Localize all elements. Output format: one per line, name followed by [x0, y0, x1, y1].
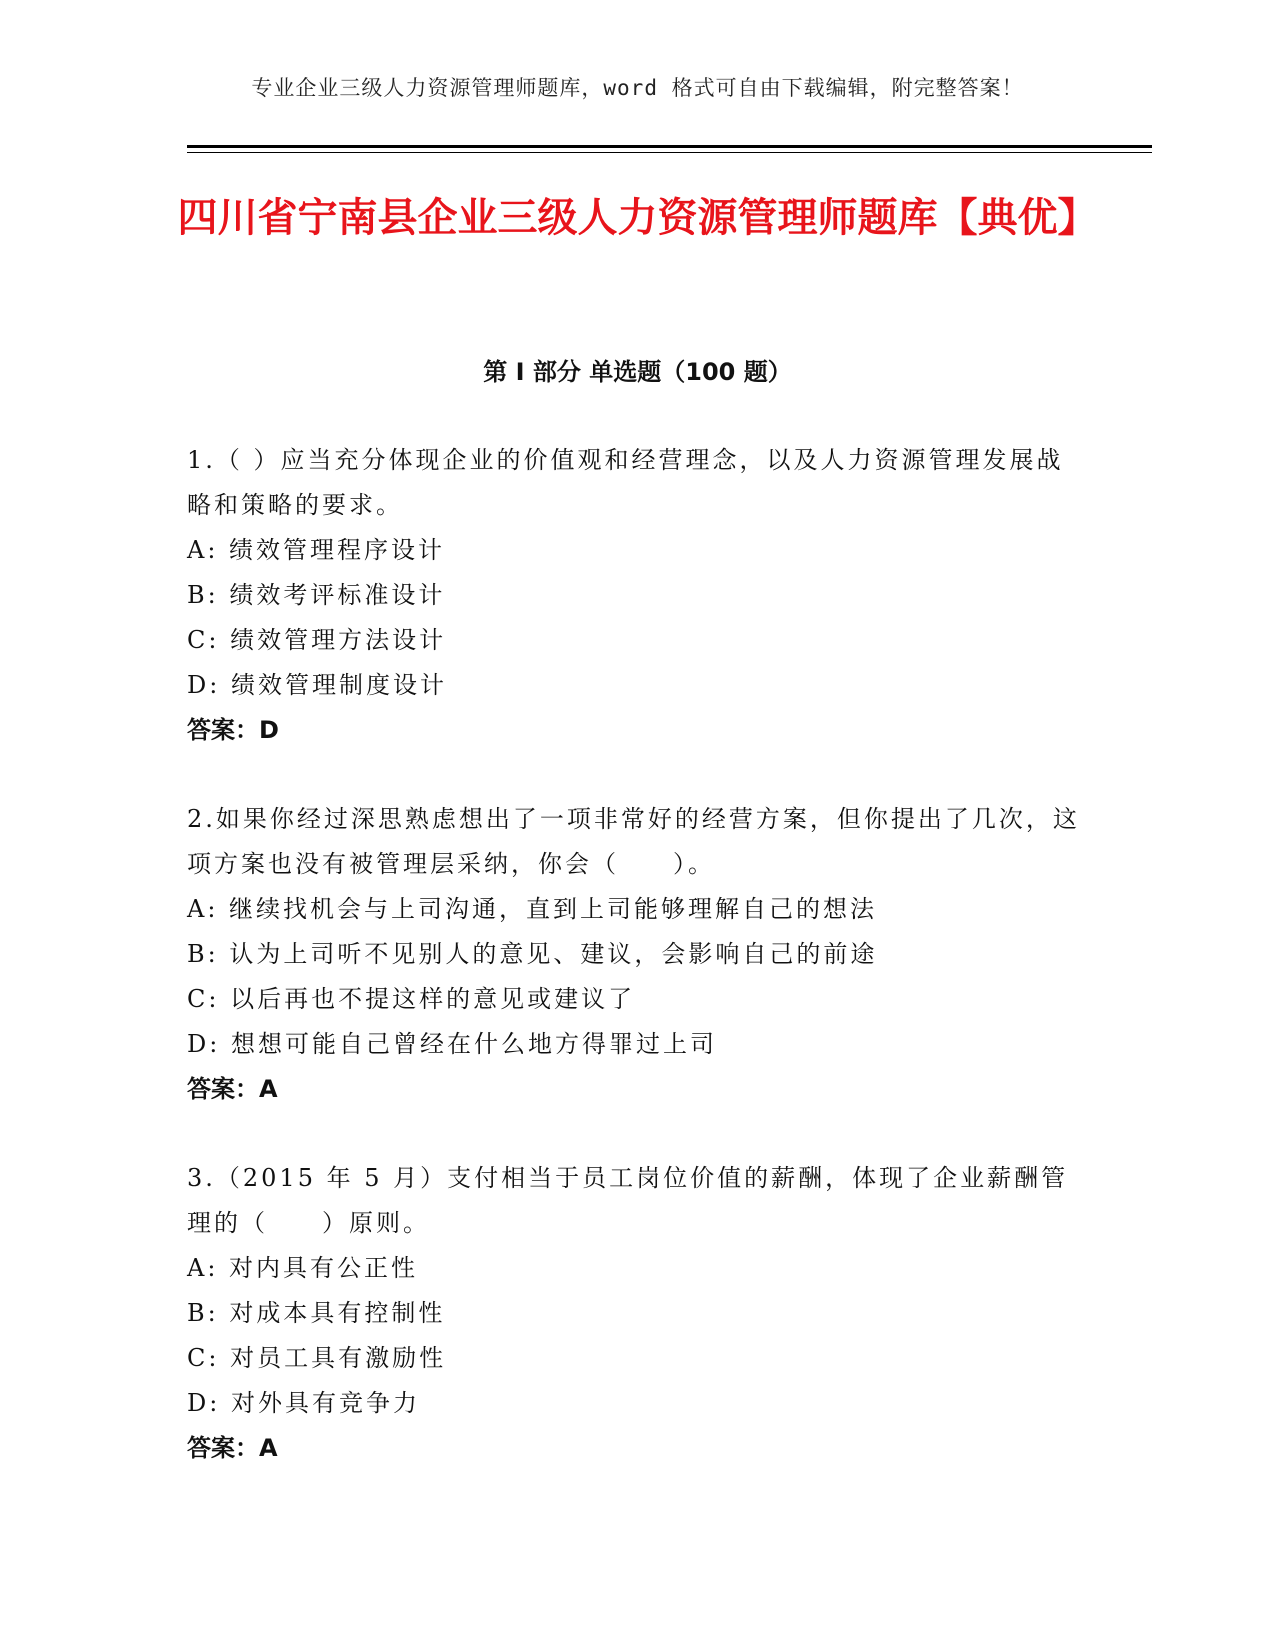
answer: 答案：D [187, 716, 279, 744]
answer: 答案：A [187, 1434, 278, 1462]
question-stem: 2.如果你经过深思熟虑想出了一项非常好的经营方案，但你提出了几次，这项方案也没有被管理层采纳，你会（ ）。 [187, 805, 1080, 878]
option-d: D: 绩效管理制度设计 [187, 671, 447, 699]
option-d: D: 想想可能自己曾经在什么地方得罪过上司 [187, 1030, 717, 1058]
option-b: B: 认为上司听不见别人的意见、建议，会影响自己的前途 [187, 940, 878, 968]
option-b: B: 对成本具有控制性 [187, 1299, 446, 1327]
option-c: C: 以后再也不提这样的意见或建议了 [187, 985, 636, 1013]
section-title: 第 I 部分 单选题（100 题） [483, 358, 792, 386]
option-a: A: 对内具有公正性 [187, 1254, 419, 1282]
question-3 [187, 1156, 1087, 1471]
option-c: C: 对员工具有激励性 [187, 1344, 447, 1372]
header-divider-thick [187, 145, 1152, 148]
option-a: A: 继续找机会与上司沟通，直到上司能够理解自己的想法 [187, 895, 878, 923]
option-d: D: 对外具有竞争力 [187, 1389, 420, 1417]
question-1 [187, 438, 1087, 753]
document-title: 四川省宁南县企业三级人力资源管理师题库【典优】 [177, 195, 1098, 241]
question-stem: 1.（ ）应当充分体现企业的价值观和经营理念，以及人力资源管理发展战略和策略的要求。 [187, 446, 1064, 519]
option-b: B: 绩效考评标准设计 [187, 581, 446, 609]
answer: 答案：A [187, 1075, 278, 1103]
option-c: C: 绩效管理方法设计 [187, 626, 447, 654]
question-list [187, 438, 1087, 1515]
header-divider-thin [187, 152, 1152, 153]
question-stem: 3.（2015 年 5 月）支付相当于员工岗位价值的薪酬，体现了企业薪酬管理的（ ）原则。 [187, 1164, 1069, 1237]
option-a: A: 绩效管理程序设计 [187, 536, 446, 564]
page-header-text: 专业企业三级人力资源管理师题库，word 格式可自由下载编辑，附完整答案！ [251, 76, 1024, 100]
question-2 [187, 797, 1087, 1112]
